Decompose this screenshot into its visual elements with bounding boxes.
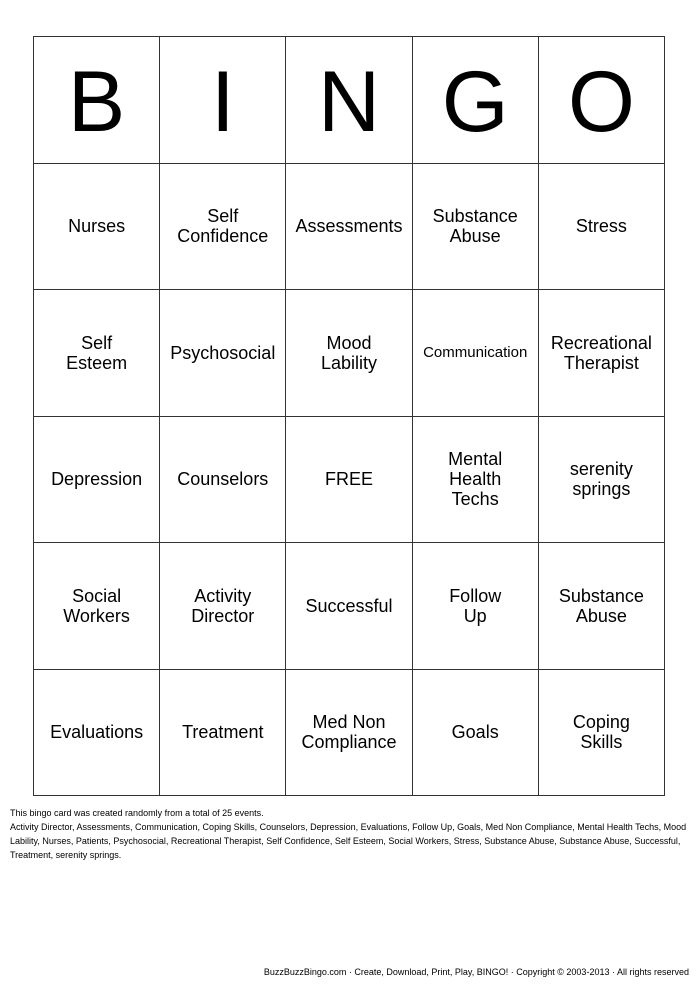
cell-text: Social Workers <box>63 585 130 626</box>
cell-text: Substance Abuse <box>432 206 518 247</box>
bingo-cell <box>34 164 160 291</box>
cell-text: serenity springs <box>569 459 633 500</box>
cell-text: Counselors <box>177 469 269 490</box>
card-description-intro: This bingo card was created randomly from a total of 25 events. <box>10 808 264 818</box>
cell-text: Goals <box>451 722 499 743</box>
bingo-cell <box>286 670 412 797</box>
bingo-cell <box>539 164 665 291</box>
cell-text: Nurses <box>68 216 126 237</box>
cell-text: Coping Skills <box>572 712 630 753</box>
bingo-cell <box>413 164 539 291</box>
bingo-cell <box>286 164 412 291</box>
bingo-card <box>33 36 665 796</box>
cell-text: Successful <box>305 595 393 616</box>
header-letter-o: O <box>539 37 665 164</box>
bingo-cell <box>286 543 412 670</box>
cell-text: Self Esteem <box>66 332 128 373</box>
bingo-cell <box>160 670 286 797</box>
cell-text: Depression <box>51 469 143 490</box>
bingo-cell <box>34 290 160 417</box>
bingo-cell <box>34 543 160 670</box>
cell-text: Treatment <box>182 722 264 743</box>
bingo-cell <box>413 670 539 797</box>
bingo-cell <box>413 543 539 670</box>
bingo-cell <box>413 417 539 544</box>
cell-text: Med Non Compliance <box>301 712 397 753</box>
bingo-cell <box>539 290 665 417</box>
copyright-line: BuzzBuzzBingo.com · Create, Download, Print, Play, BINGO! · Copyright © 2003-2013 · All rights reserved <box>263 967 689 977</box>
cell-text: Follow Up <box>449 585 502 626</box>
cell-text: Mood Lability <box>320 332 377 373</box>
cell-text: Stress <box>575 216 627 237</box>
event-list: Activity Director, Assessments, Communication, Coping Skills, Counselors, Depression, Evaluations, Follow Up, Goals, Med Non Compliance, Mental Health Techs, Mood Lability, Nurses, Patients, Psychosocial, Recreational Therapist, Self Confidence, Self Esteem, Social Workers, Stress, Substance Abuse, Substance Abuse, Successful, Treatment, serenity springs. <box>10 822 687 860</box>
header-letter-n: N <box>286 37 412 164</box>
cell-text: Activity Director <box>191 585 255 626</box>
cell-text: Psychosocial <box>170 342 276 363</box>
bingo-cell <box>413 290 539 417</box>
cell-text: FREE <box>324 469 373 490</box>
free-space <box>286 417 412 544</box>
card-description <box>10 806 690 862</box>
cell-text: Assessments <box>295 216 403 237</box>
bingo-cell <box>34 670 160 797</box>
bingo-cell <box>160 543 286 670</box>
cell-text: Communication <box>423 343 528 361</box>
bingo-cell <box>160 290 286 417</box>
bingo-cell <box>34 417 160 544</box>
cell-text: Mental Health Techs <box>448 449 503 510</box>
bingo-cell <box>160 417 286 544</box>
bingo-cell <box>539 670 665 797</box>
bingo-cell <box>539 417 665 544</box>
bingo-cell <box>160 164 286 291</box>
header-letter-b: B <box>34 37 160 164</box>
cell-text: Recreational Therapist <box>550 332 652 373</box>
cell-text: Self Confidence <box>177 206 269 247</box>
cell-text: Substance Abuse <box>558 585 644 626</box>
cell-text: Evaluations <box>50 722 144 743</box>
header-letter-g: G <box>413 37 539 164</box>
header-letter-i: I <box>160 37 286 164</box>
bingo-cell <box>286 290 412 417</box>
bingo-cell <box>539 543 665 670</box>
